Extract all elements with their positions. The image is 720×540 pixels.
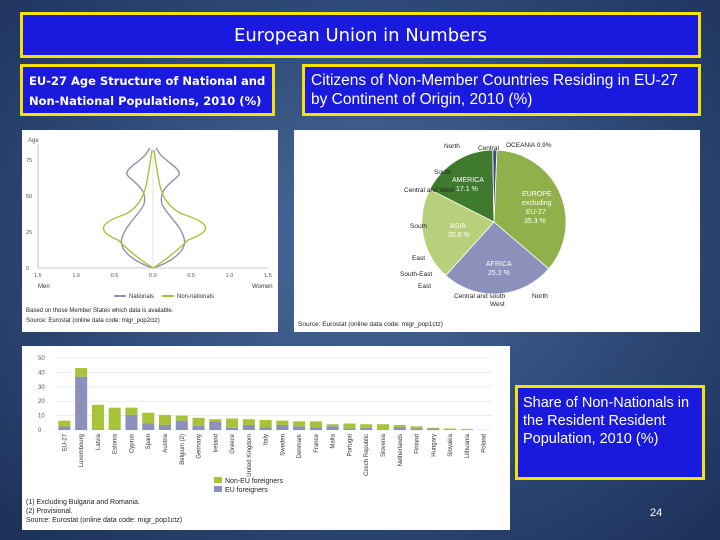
pyramid-x-tick: 0.0 xyxy=(149,273,157,279)
bar-panel xyxy=(22,346,510,530)
bar-non-eu-foreigners xyxy=(109,408,121,430)
page-number: 24 xyxy=(650,507,663,519)
bar-category-label: Greece xyxy=(230,434,237,454)
pyramid-non-nationals-men-line xyxy=(104,150,153,268)
bar-non-eu-foreigners xyxy=(377,424,389,429)
bar-eu-foreigners xyxy=(243,425,255,430)
bar-eu-foreigners xyxy=(310,427,322,430)
legend-non-eu-label: Non-EU foreigners xyxy=(225,478,283,485)
pyramid-panel xyxy=(22,130,278,332)
legend-nationals-label: Nationals xyxy=(129,294,155,300)
bar-non-eu-foreigners xyxy=(293,421,305,426)
legend-eu-label: EU foreigners xyxy=(225,487,268,494)
pie-region-label: South xyxy=(410,223,427,230)
pie-heading: Citizens of Non-Member Countries Residing in EU-27 by Continent of Origin, 2010 (%) xyxy=(302,64,701,116)
pyramid-nationals-women-line xyxy=(153,148,185,268)
bar-non-eu-foreigners xyxy=(276,421,288,425)
pie-europe-value: 35.3 % xyxy=(524,218,546,225)
bar-category-label: Estonia xyxy=(112,434,119,455)
pie-africa-label: AFRICA xyxy=(486,261,512,268)
bar-eu-foreigners xyxy=(394,427,406,430)
bar-source: Source: Eurostat (online data code: migr_pop1ctz) xyxy=(26,517,183,524)
bar-chart xyxy=(22,346,510,530)
bar-non-eu-foreigners xyxy=(159,415,171,425)
bar-eu-foreigners xyxy=(109,429,121,430)
pyramid-chart xyxy=(22,130,278,332)
bar-y-tick: 40 xyxy=(38,370,45,377)
pyramid-x-tick: 0.5 xyxy=(110,273,119,279)
pie-region-label: South xyxy=(434,169,451,176)
bar-non-eu-foreigners xyxy=(125,408,137,415)
bar-category-label: Portugal xyxy=(347,434,354,457)
pie-europe-label-3: EU-27 xyxy=(526,209,546,216)
bar-category-label: Sweden xyxy=(280,434,287,456)
bar-category-label: Latvia xyxy=(95,434,102,451)
pyramid-y-tick: 75 xyxy=(26,158,33,164)
pie-region-label: East xyxy=(412,255,426,262)
bar-eu-foreigners xyxy=(92,429,104,430)
slide-title xyxy=(20,12,701,58)
pie-region-label: North xyxy=(444,143,460,150)
pyramid-heading: EU-27 Age Structure of National and Non-National Populations, 2010 (%) xyxy=(20,64,275,116)
bar-category-label: Finland xyxy=(414,434,421,454)
pyramid-x-tick: 1.5 xyxy=(34,273,42,279)
pyramid-x-tick: 1.0 xyxy=(225,273,234,279)
bar-category-label: Ireland xyxy=(213,434,220,453)
bar-category-label: Netherlands xyxy=(397,434,404,467)
bar-category-label: United Kingdom xyxy=(246,434,253,477)
bar-eu-foreigners xyxy=(411,429,423,430)
pyramid-y-tick: 50 xyxy=(26,194,33,200)
pie-region-label: Central and south xyxy=(454,293,506,300)
bar-eu-foreigners xyxy=(226,428,238,430)
pie-source: Source: Eurostat (online data code: migr_pop1ctz) xyxy=(298,321,443,328)
bar-non-eu-foreigners xyxy=(260,420,272,427)
pie-europe-label: EUROPE xyxy=(522,191,552,198)
pie-america-label: AMERICA xyxy=(452,177,484,184)
bar-eu-foreigners xyxy=(260,427,272,430)
pyramid-x-tick: 0.5 xyxy=(187,273,195,279)
bar-category-label: Germany xyxy=(196,434,203,459)
pie-region-label: North xyxy=(532,293,548,300)
bar-non-eu-foreigners xyxy=(461,429,473,430)
bar-category-label: Lithuania xyxy=(464,434,471,459)
bar-y-tick: 0 xyxy=(38,428,42,434)
bar-non-eu-foreigners xyxy=(193,418,205,426)
pyramid-women-label: Women xyxy=(252,284,273,290)
bar-eu-foreigners xyxy=(125,415,137,430)
bar-non-eu-foreigners xyxy=(142,413,154,424)
bar-category-label: Slovakia xyxy=(448,434,455,457)
bar-eu-foreigners xyxy=(276,425,288,430)
bar-category-label: Belgium (2) xyxy=(179,434,186,465)
bar-category-label: Slovenia xyxy=(381,434,387,458)
bar-non-eu-foreigners xyxy=(310,421,322,427)
bar-y-tick: 30 xyxy=(38,384,45,391)
legend-eu-swatch xyxy=(214,486,222,492)
bar-category-label: Hungary xyxy=(431,434,438,457)
bar-non-eu-foreigners xyxy=(75,368,87,377)
slide-title-text: European Union in Numbers xyxy=(233,24,487,46)
bar-eu-foreigners xyxy=(360,428,372,430)
bar-footnote-2: (2) Provisional. xyxy=(26,508,73,515)
pie-oceania-label: OCEANIA 0.9% xyxy=(506,142,552,149)
bar-category-label: Austria xyxy=(163,434,169,453)
pie-chart xyxy=(294,130,700,332)
bar-eu-foreigners xyxy=(142,424,154,430)
bar-eu-foreigners xyxy=(209,421,221,430)
bar-non-eu-foreigners xyxy=(444,429,456,430)
pyramid-nationals-men-line xyxy=(121,148,153,268)
pyramid-note: Based on those Member States which data is available. xyxy=(26,308,174,314)
bar-category-label: EU-27 xyxy=(62,434,69,452)
legend-non-eu-swatch xyxy=(214,477,222,483)
bar-non-eu-foreigners xyxy=(209,419,221,421)
bar-category-label: Italy xyxy=(263,434,270,446)
bar-eu-foreigners xyxy=(159,425,171,430)
bar-non-eu-foreigners xyxy=(243,419,255,425)
pie-panel xyxy=(294,130,700,332)
bar-category-label: Poland xyxy=(481,434,488,453)
pie-america-value: 17.1 % xyxy=(456,186,478,193)
pie-region-label: East xyxy=(418,283,432,290)
pie-region-label: Central xyxy=(478,145,499,152)
pie-region-label: Central and West xyxy=(404,187,455,194)
bar-category-label: Cyprus xyxy=(129,434,136,454)
bar-eu-foreigners xyxy=(343,429,355,430)
pyramid-men-label: Men xyxy=(38,284,50,290)
legend-non-nationals-label: Non-nationals xyxy=(177,294,215,300)
bar-non-eu-foreigners xyxy=(411,426,423,428)
pyramid-non-nationals-women-line xyxy=(153,150,206,268)
bar-non-eu-foreigners xyxy=(394,425,406,427)
bar-eu-foreigners xyxy=(377,429,389,430)
pie-asia-label: ASIA xyxy=(450,223,466,230)
bar-eu-foreigners xyxy=(444,429,456,430)
bar-non-eu-foreigners xyxy=(360,424,372,428)
bar-eu-foreigners xyxy=(427,429,439,430)
bar-category-label: Luxembourg xyxy=(79,434,86,468)
pie-africa-value: 25.2 % xyxy=(488,270,510,277)
bar-category-label: Czech Republic xyxy=(364,434,371,477)
bar-non-eu-foreigners xyxy=(176,416,188,421)
pie-europe-label-2: excluding xyxy=(522,200,552,207)
pyramid-ylabel: Age xyxy=(28,138,39,144)
bar-non-eu-foreigners xyxy=(327,424,339,426)
pyramid-y-tick: 25 xyxy=(26,230,33,236)
bar-y-tick: 50 xyxy=(38,356,45,362)
bar-category-label: France xyxy=(313,434,320,453)
bar-eu-foreigners xyxy=(176,421,188,430)
bar-heading: Share of Non-Nationals in the Resident Resident Population, 2010 (%) xyxy=(515,385,705,480)
bar-eu-foreigners xyxy=(58,426,70,430)
bar-category-label: Spain xyxy=(146,434,153,450)
bar-non-eu-foreigners xyxy=(343,424,355,429)
pyramid-y-tick: 0 xyxy=(26,266,30,272)
bar-non-eu-foreigners xyxy=(427,428,439,429)
bar-eu-foreigners xyxy=(293,426,305,430)
bar-footnote-1: (1) Excluding Bulgaria and Romania. xyxy=(26,499,141,506)
bar-non-eu-foreigners xyxy=(58,421,70,427)
bar-eu-foreigners xyxy=(327,426,339,430)
bar-category-label: Denmark xyxy=(297,434,304,459)
bar-category-label: Malta xyxy=(330,434,337,449)
pyramid-x-tick: 1.5 xyxy=(264,273,272,279)
bar-non-eu-foreigners xyxy=(92,405,104,429)
pyramid-x-tick: 1.0 xyxy=(72,273,80,279)
bar-eu-foreigners xyxy=(75,377,87,430)
pie-region-label: South-East xyxy=(400,271,433,278)
bar-y-tick: 20 xyxy=(38,399,45,406)
pie-asia-value: 20.6 % xyxy=(448,232,470,239)
bar-eu-foreigners xyxy=(193,426,205,430)
bar-y-tick: 10 xyxy=(38,413,45,420)
pie-region-label: West xyxy=(490,301,505,308)
bar-non-eu-foreigners xyxy=(226,418,238,427)
pyramid-source: Source: Eurostat (online data code: migr_pop2ctz) xyxy=(26,318,160,324)
